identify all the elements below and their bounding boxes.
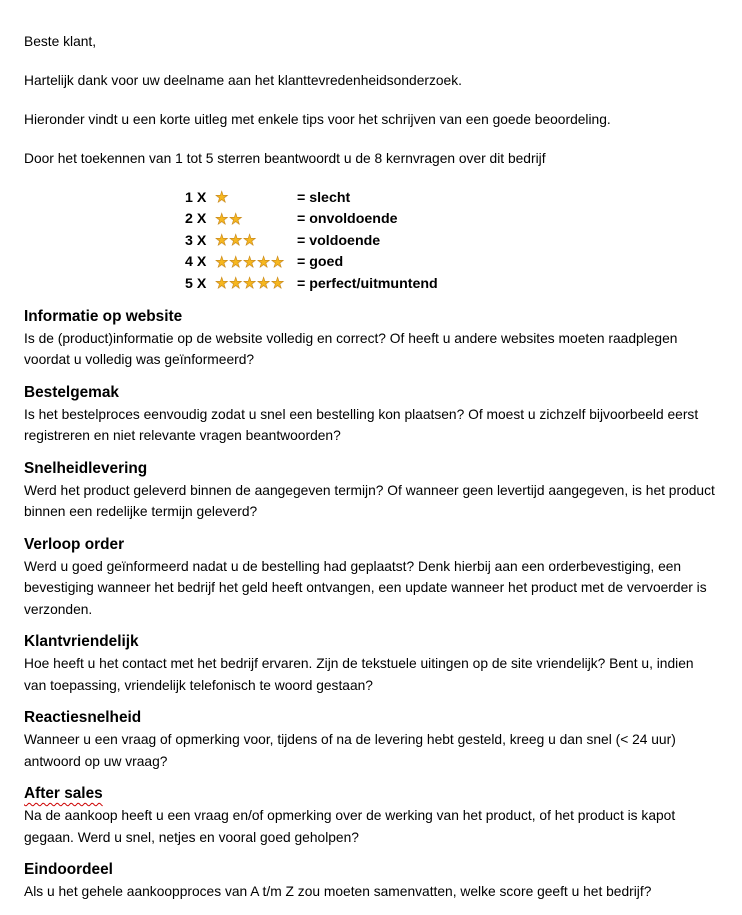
section-heading: Verloop order <box>24 535 125 553</box>
star-icon: ★ <box>215 189 229 207</box>
star-meaning-label: = goed <box>297 254 344 271</box>
star-legend-row <box>185 252 716 274</box>
star-count-label: 2 X <box>185 211 207 228</box>
survey-section <box>24 631 716 696</box>
star-legend-row <box>185 273 716 295</box>
star-icon: ★ <box>215 232 229 250</box>
survey-sections <box>24 306 716 903</box>
section-heading: Eindoordeel <box>24 861 113 878</box>
star-count-label: 4 X <box>185 254 207 271</box>
star-icons <box>215 190 297 205</box>
star-meaning-label: = voldoende <box>297 232 381 249</box>
star-icon: ★ <box>270 275 285 293</box>
star-icon: ★ <box>242 232 257 250</box>
star-icons <box>215 233 297 248</box>
star-meaning-label: = perfect/uitmuntend <box>297 275 438 292</box>
star-meaning-label: = slecht <box>297 189 351 206</box>
section-body: Wanneer u een vraag of opmerking voor, tijdens of na de levering hebt gesteld, kreeg u dan snel (< 24 uur) antwoord op uw vraag? <box>24 732 676 769</box>
section-body: Is het bestelproces eenvoudig zodat u snel een bestelling kon plaatsen? Of moest u zichzelf bijvoorbeeld eerst registreren en niet relevante vragen beantwoorden? <box>24 406 699 443</box>
survey-section <box>24 458 716 523</box>
star-icons <box>215 276 297 291</box>
section-heading: Snelheidlevering <box>24 459 148 477</box>
survey-section <box>24 783 716 848</box>
star-icon: ★ <box>256 253 271 271</box>
star-icons <box>215 212 297 227</box>
section-body: Als u het gehele aankoopproces van A t/m Z zou moeten samenvatten, welke score geeft u het bedrijf? <box>24 884 652 899</box>
star-icon: ★ <box>215 210 229 228</box>
section-heading: Informatie op website <box>24 307 183 325</box>
star-count-label: 3 X <box>185 232 207 249</box>
star-icon: ★ <box>228 210 243 228</box>
star-legend-row <box>185 209 716 231</box>
survey-section <box>24 534 716 621</box>
salutation: Beste klant, <box>24 34 97 49</box>
star-icons <box>215 255 297 270</box>
star-icon: ★ <box>228 275 243 293</box>
star-count-label: 5 X <box>185 275 207 292</box>
intro-thanks: Hartelijk dank voor uw deelname aan het klanttevredenheidsonderzoek. <box>24 73 462 88</box>
section-body: Na de aankoop heeft u een vraag en/of opmerking over de werking van het product, of het product is kapot gegaan. Werd u snel, netjes en vooral goed geholpen? <box>24 808 676 845</box>
section-body: Hoe heeft u het contact met het bedrijf ervaren. Zijn de tekstuele uitingen op de site vriendelijk? Bent u, indien van toepassing, vriendelijk telefonisch te woord gestaan? <box>24 656 694 693</box>
section-heading: Klantvriendelijk <box>24 633 139 650</box>
section-body: Werd het product geleverd binnen de aangegeven termijn? Of wanneer geen levertijd aangegeven, is het product binnen een redelijke termijn geleverd? <box>24 482 715 519</box>
section-heading: Bestelgemak <box>24 383 119 401</box>
star-legend-row <box>185 230 716 252</box>
star-icon: ★ <box>270 253 285 271</box>
star-icon: ★ <box>228 232 243 250</box>
section-body: Werd u goed geïnformeerd nadat u de bestelling had geplaatst? Denk hierbij aan een orderbevestiging, een bevestiging wanneer het bedrijf het geld heeft ontvangen, een update wanneer het product met de vervoerder is verzonden. <box>24 558 707 617</box>
star-icon: ★ <box>228 253 243 271</box>
section-body: Is de (product)informatie op de website volledig en correct? Of heeft u andere websites moeten raadplegen voordat u volledig was geïnformeerd? <box>24 330 678 367</box>
star-count-label: 1 X <box>185 189 207 206</box>
section-heading: Reactiesnelheid <box>24 709 142 726</box>
star-rating-legend <box>185 187 716 295</box>
star-icon: ★ <box>215 275 229 293</box>
star-icon: ★ <box>242 275 257 293</box>
survey-section <box>24 859 716 903</box>
intro-tips: Hieronder vindt u een korte uitleg met enkele tips voor het schrijven van een goede beoordeling. <box>24 112 611 127</box>
star-icon: ★ <box>242 253 257 271</box>
star-icon: ★ <box>256 275 271 293</box>
section-heading: After sales <box>24 785 103 802</box>
star-icon: ★ <box>215 253 229 271</box>
star-meaning-label: = onvoldoende <box>297 211 398 228</box>
star-legend-row <box>185 187 716 209</box>
intro-instruction: Door het toekennen van 1 tot 5 sterren beantwoordt u de 8 kernvragen over dit bedrijf <box>24 151 546 166</box>
survey-section <box>24 382 716 447</box>
survey-section <box>24 707 716 772</box>
survey-section <box>24 306 716 371</box>
